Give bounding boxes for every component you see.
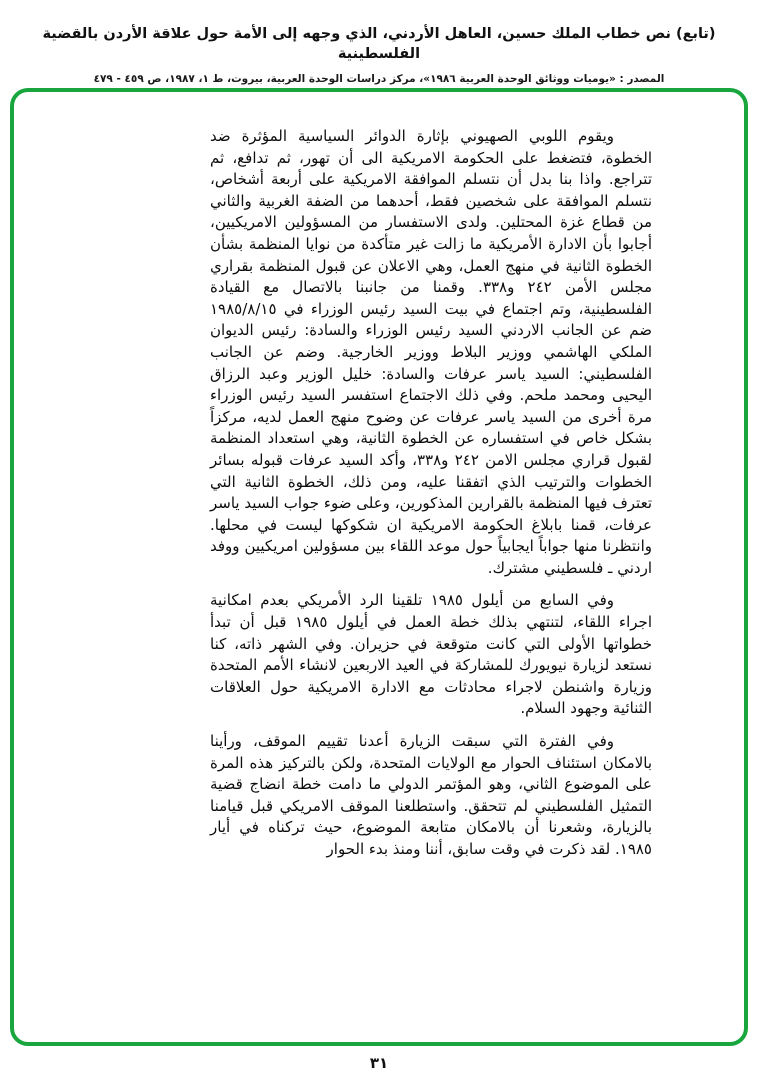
page-footer	[0, 1053, 758, 1072]
paragraph-1: ويقوم اللوبي الصهيوني بإثارة الدوائر السياسية المؤثرة ضد الخطوة، فتضغط على الحكومة الامريكية الى أن تهور، ثم تدافع، ثم تتراجع. واذا بنا بدل أن نتسلم الموافقة الامريكية على أربعة أشخاص، نتسلم الموافقة على شخصين فقط، أحدهما من الضفة الغربية والثاني من قطاع غزة المحتلين. ولدى الاستفسار من المسؤولين الامريكيين، أجابوا بأن الادارة الأمريكية ما زالت غير متأكدة من نوايا المنظمة بشأن الخطوة الثانية في منهج العمل، وهي الاعلان عن قبول المنظمة بقراري مجلس الأمن ٢٤٢ و٣٣٨. وقمنا من جانبنا بالاتصال مع القيادة الفلسطينية، وتم اجتماع في بيت السيد رئيس الوزراء في ١٩٨٥/٨/١٥ ضم عن الجانب الاردني السيد رئيس الوزراء والسادة: رئيس الديوان الملكي الهاشمي ووزير البلاط ووزير الخارجية. وضم عن الجانب الفلسطيني: السيد ياسر عرفات والسادة: خليل الوزير وعبد الرزاق اليحيى ومحمد ملحم. وفي ذلك الاجتماع استفسر السيد رئيس الوزراء مرة أخرى من السيد ياسر عرفات عن وضوح منهج العمل لديه، مركزاً بشكل خاص في استفساره عن الخطوة الثانية، وهي استعداد المنظمة لقبول قراري مجلس الامن ٢٤٢ و٣٣٨، وأكد السيد عرفات قبوله بسائر الخطوات والترتيب الذي اتفقنا عليه، ومن ذلك، الخطوة الثانية التي تعترف فيها المنظمة بالقرارين المذكورين، وعلى ضوء جواب السيد ياسر عرفات، قمنا بابلاغ الحكومة الامريكية ان شكوكها ليست في محلها. وانتظرنا منها جواباً ايجابياً حول موعد اللقاء بين مسؤولين امريكيين ووفد اردني ـ فلسطيني مشترك.	[210, 127, 652, 577]
document-header	[20, 24, 738, 85]
page-number: ٣١	[369, 1054, 389, 1072]
paragraph-2: وفي السابع من أيلول ١٩٨٥ تلقينا الرد الأمريكي بعدم امكانية اجراء اللقاء، لتنتهي بذلك خطة العمل في أيلول ١٩٨٥ قبل أن تبدأ خطواتها الأولى التي كانت متوقعة في حزيران. وفي الشهر ذاته، كنا نستعد لزيارة نيويورك للمشاركة في العيد الاربعين لانشاء الأمم المتحدة وزيارة واشنطن لاجراء محادثات مع الادارة الامريكية حول العلاقات الثنائية وجهود السلام.	[210, 591, 652, 718]
document-title: (تابع) نص خطاب الملك حسين، العاهل الأردني، الذي وجهه إلى الأمة حول علاقة الأردن بالقضية الفلسطينية	[42, 26, 716, 63]
source-line: المصدر : «يوميات ووثائق الوحدة العربية ١٩٨٦»، مركز دراسات الوحدة العربية، بيروت، ط ١، ١٩٨٧، ص ٤٥٩ - ٤٧٩	[93, 72, 665, 85]
paragraph-3: وفي الفترة التي سبقت الزيارة أعدنا تقييم الموقف، ورأينا بالامكان استئناف الحوار مع الولايات المتحدة، ولكن بالتركيز هذه المرة على الموضوع الثاني، وهو المؤتمر الدولي ما دامت خطة انضاج قضية التمثيل الفلسطيني لم تتحقق. واستطلعنا الموقف الامريكي قبل قيامنا بالزيارة، وشعرنا أن بالامكان متابعة الموضوع، حيث تركناه في أيار ١٩٨٥. لقد ذكرت في وقت سابق، أننا ومنذ بدء الحوار	[210, 732, 652, 858]
text-frame-border	[10, 88, 748, 1046]
body-text-column	[210, 126, 652, 872]
